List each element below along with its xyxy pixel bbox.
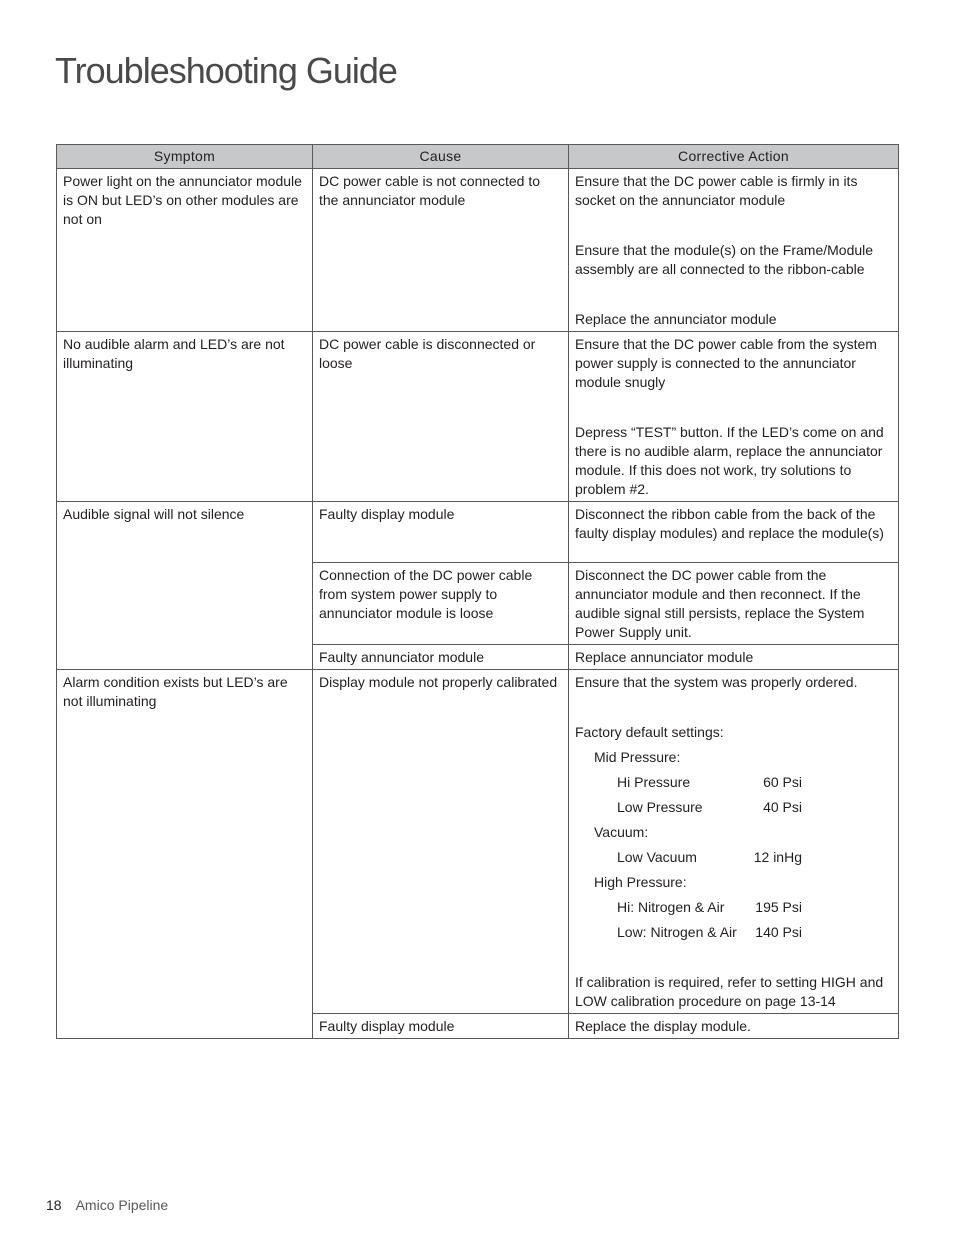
action-cell (569, 670, 899, 1014)
setting-label: Hi: Nitrogen & Air (617, 899, 725, 915)
header-symptom: Symptom (57, 145, 313, 169)
setting-row (575, 923, 892, 942)
cause-cell: DC power cable is disconnected or loose (313, 332, 569, 502)
setting-label: Hi Pressure (617, 774, 691, 790)
action-text: Ensure that the DC power cable from the system power supply is connected to the annunciator module snugly (575, 336, 877, 390)
footer-brand: Amico Pipeline (75, 1197, 169, 1213)
setting-value: 12 inHg (753, 849, 802, 865)
table-header-row (57, 145, 899, 169)
setting-row (575, 898, 892, 917)
cause-cell: Faulty display module (313, 502, 569, 563)
header-corrective-action: Corrective Action (569, 145, 899, 169)
settings-group-label: Mid Pressure: (594, 749, 681, 765)
action-cell: Replace annunciator module (569, 645, 899, 670)
action-cell: Disconnect the ribbon cable from the back of the faulty display modules) and replace the module(s) (569, 502, 899, 563)
setting-value: 140 Psi (755, 924, 802, 940)
setting-value: 40 Psi (763, 799, 802, 815)
setting-row (575, 848, 892, 867)
setting-row (575, 798, 892, 817)
cause-cell: Display module not properly calibrated (313, 670, 569, 1014)
page-footer (46, 1197, 168, 1213)
settings-group-label: High Pressure: (594, 874, 687, 890)
symptom-cell: Alarm condition exists but LED’s are not illuminating (57, 670, 313, 1039)
action-text: Depress “TEST” button. If the LED’s come on and there is no audible alarm, replace the annunciator module. If this does not work, try solutions to problem #2. (575, 424, 884, 497)
defaults-label: Factory default settings: (575, 724, 724, 740)
symptom-cell: No audible alarm and LED’s are not illuminating (57, 332, 313, 502)
symptom-cell: Power light on the annunciator module is ON but LED’s on other modules are not on (57, 169, 313, 332)
setting-label: Low Pressure (617, 799, 703, 815)
settings-group-label: Vacuum: (594, 824, 649, 840)
setting-value: 60 Psi (763, 774, 802, 790)
setting-value: 195 Psi (755, 899, 802, 915)
action-text: Ensure that the module(s) on the Frame/Module assembly are all connected to the ribbon-cable (575, 242, 874, 277)
setting-label: Low Vacuum (617, 849, 697, 865)
action-text: Replace the annunciator module (575, 311, 777, 327)
table-row (57, 670, 899, 1014)
table-row (57, 502, 899, 563)
cause-cell: DC power cable is not connected to the annunciator module (313, 169, 569, 332)
action-cell (569, 332, 899, 502)
action-cell: Disconnect the DC power cable from the annunciator module and then reconnect. If the audible signal still persists, replace the System Power Supply unit. (569, 563, 899, 645)
table-row (57, 332, 899, 502)
action-cell: Replace the display module. (569, 1014, 899, 1039)
setting-row (575, 773, 892, 792)
action-cell (569, 169, 899, 332)
action-text: If calibration is required, refer to setting HIGH and LOW calibration procedure on page 13-14 (575, 974, 884, 1009)
troubleshooting-table (56, 144, 899, 1039)
setting-label: Low: Nitrogen & Air (617, 924, 737, 940)
cause-cell: Faulty display module (313, 1014, 569, 1039)
symptom-cell: Audible signal will not silence (57, 502, 313, 670)
page-title: Troubleshooting Guide (55, 50, 397, 91)
action-text: Ensure that the DC power cable is firmly in its socket on the annunciator module (575, 173, 858, 208)
page-number: 18 (46, 1197, 62, 1213)
cause-cell: Faulty annunciator module (313, 645, 569, 670)
header-cause: Cause (313, 145, 569, 169)
action-text: Ensure that the system was properly ordered. (575, 674, 858, 690)
cause-cell: Connection of the DC power cable from system power supply to annunciator module is loose (313, 563, 569, 645)
table-row (57, 169, 899, 332)
